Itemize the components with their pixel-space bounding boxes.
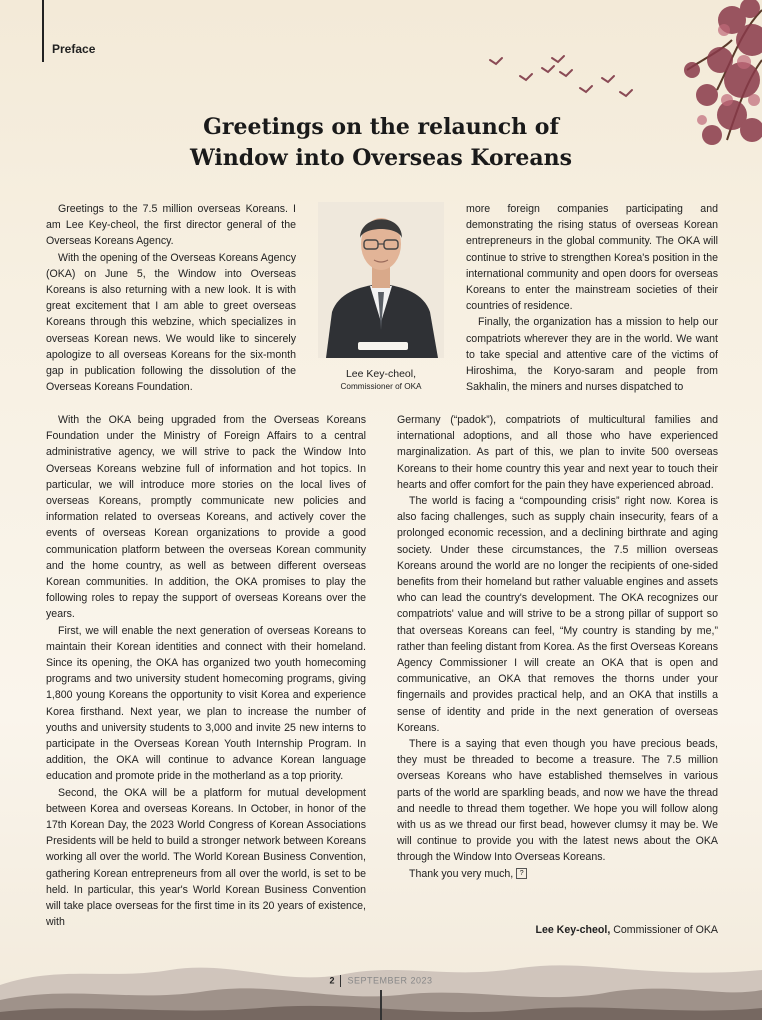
issue-date: SEPTEMBER 2023: [347, 975, 433, 986]
closing-thanks: Thank you very much,: [409, 867, 514, 880]
section-label: Preface: [52, 42, 96, 56]
end-mark-icon: ?: [516, 868, 527, 879]
paragraph: Finally, the organization has a mission to help our compatriots wherever they are in the world. We want to take special and attentive care of the victims of Hiroshima, the Koryo-saram and people from Sakhalin, the miners and nurses dispatched to: [466, 316, 718, 394]
left-column: [46, 412, 366, 931]
page-footer: [0, 975, 762, 987]
photo-caption: [316, 368, 446, 392]
title-line-2: Window into Overseas Koreans: [190, 145, 572, 171]
right-column: [397, 412, 718, 882]
article-title: [0, 112, 762, 174]
birds-illustration: [480, 48, 640, 108]
edge-rule: [42, 0, 44, 62]
paragraph: Greetings to the 7.5 million overseas Koreans. I am Lee Key-cheol, the first director general of the Overseas Koreans Agency.: [46, 203, 296, 248]
paragraph: Germany (“padok”), compatriots of multicultural families and international adoptions, and all those who have experienced marginalization. As part of this, we plan to invite 500 overseas Koreans to their home country this year and next year to touch their hearts and offer comfort for the pain they have experienced abroad.: [397, 414, 718, 491]
paragraph: Second, the OKA will be a platform for mutual development between Korea and overseas Koreans. In October, in honor of the 17th Korean Day, the 2023 World Congress of Korean Associations Presidents will be held to build a stronger network between Koreans working all over the world. The World Korean Business Convention, gathering Korean entrepreneurs from all over the world, is set to be held. In particular, this year's World Korean Business Convention will take place overseas for the first time in its 20 years of existence, with: [46, 786, 366, 929]
left-column-top: [46, 201, 296, 395]
caption-name: Lee Key-cheol,: [345, 368, 417, 380]
right-column-top: [466, 201, 718, 395]
paragraph: more foreign companies participating and demonstrating the rising status of overseas Korean entrepreneurs in the global community. The OKA will continue to strive to strengthen Korea's position in the international community and open doors for overseas Koreans to enter the mainstream societies of their countries of residence.: [466, 203, 718, 313]
closing-line: [397, 866, 718, 882]
paragraph: First, we will enable the next generation of overseas Koreans to maintain their Korean identities and connect with their homeland. Since its opening, the OKA has organized two youth homecoming programs and two university student homecoming programs, giving 1,800 young Koreans the opportunity to visit Korea and experience Korea firsthand. Next year, we plan to increase the number of youths and university students to 3,000 and invite 25 new interns to participate in the Overseas Korean Youth Internship Program. In addition, the OKA will continue to advance Korean language education and promote pride in the motherland as a top priority.: [46, 624, 366, 783]
footer-divider: [340, 975, 341, 987]
paragraph: The world is facing a “compounding crisis” right now. Korea is also facing challenges, such as supply chain insecurity, fears of a prolonged economic recession, and a declining birthrate and aging society. Under these circumstances, the 7.5 million overseas Koreans around the world are no longer the recipients of one-sided benefits from their homeland but rather valuable engines and assets who can lead the country's development. The OKA recognizes our compatriots' value and will strive to be a strong pillar of support so that overseas Koreans can feel, “My country is standing by me,” rather than feeling distant from Korea. As the first Overseas Koreans Agency Commissioner I will create an OKA that is open and communicative, an OKA that removes the thorns under your fingernails and provides practical help, and an OKA that instills a sense of identity and pride in the next generation of overseas Koreans.: [397, 495, 718, 734]
paragraph: With the OKA being upgraded from the Overseas Koreans Foundation under the Ministry of Foreign Affairs to a central administrative agency, we will strive to pack the Window Into Overseas Koreans webzine full of information and hot topics. In particular, we will introduce more stories on the local lives of overseas Koreans, promptly communicate new policies and information related to overseas Koreans, and actively cover the events of overseas Korean organizations to provide a good communication platform between the overseas Korean community and the home country, as well as between different overseas Korean communities. In addition, the OKA promises to play the following roles to repay the support of overseas Koreans over the years.: [46, 414, 366, 621]
signature-name: Lee Key-cheol,: [535, 924, 611, 936]
page-number: 2: [329, 975, 335, 986]
paragraph: With the opening of the Overseas Koreans Agency (OKA) on June 5, the Window into Overseas Koreans is also returning with a new look. It is with great excitement that I am able to greet overseas Koreans through this webzine, which specializes in overseas Korean news. We would like to sincerely apologize to all overseas Koreans for the six-month gap in publication following the dissolution of the Overseas Koreans Foundation.: [46, 251, 296, 394]
title-line-1: Greetings on the relaunch of: [203, 114, 559, 140]
portrait-illustration: [318, 202, 444, 358]
signature-title: Commissioner of OKA: [610, 924, 718, 936]
bottom-rule: [380, 990, 382, 1020]
portrait-photo: [318, 202, 444, 358]
paragraph: There is a saying that even though you have precious beads, they must be threaded to become a treasure. The 7.5 million overseas Koreans who have established themselves in various parts of the world are sparkling beads, and now we have the thread and needle to thread them together. We hope you will follow along with us as we thread our first bead, however clumsy it may be. We will continue to provide you with the latest news about the OKA through the Window Into Overseas Koreans.: [397, 738, 718, 864]
caption-role: Commissioner of OKA: [340, 382, 422, 391]
signature: [535, 924, 718, 936]
